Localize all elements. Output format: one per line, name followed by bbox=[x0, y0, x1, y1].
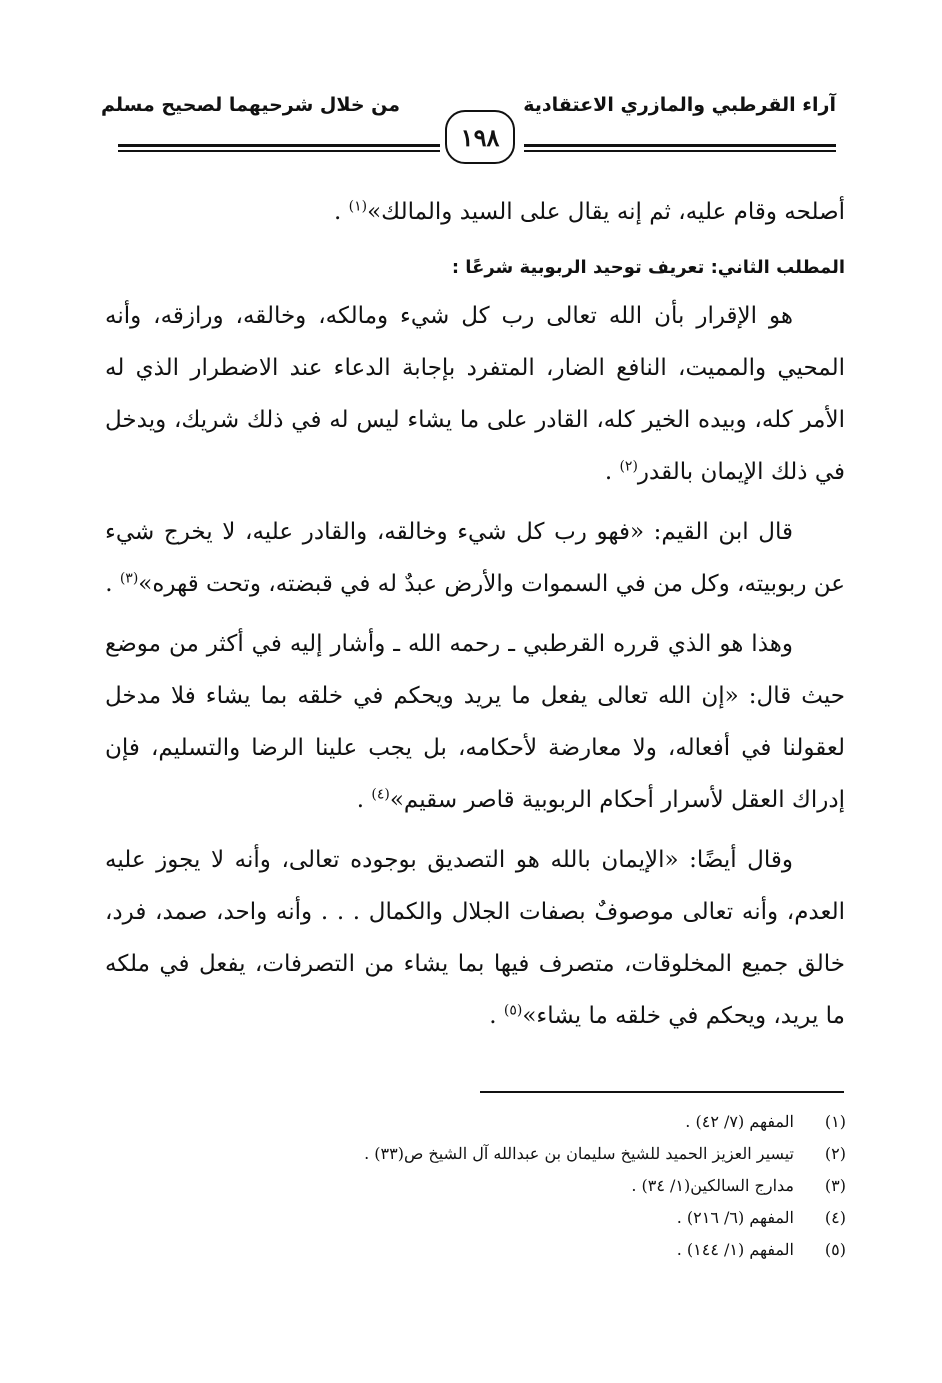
footnote-number: (٣) bbox=[824, 1176, 846, 1195]
footnote-ref: (٥) bbox=[503, 1002, 523, 1019]
paragraph-end: . bbox=[356, 787, 372, 813]
footnote-number: (٢) bbox=[824, 1144, 846, 1163]
section-heading: المطلب الثاني: تعريف توحيد الربوبية شرعًا : bbox=[451, 257, 845, 278]
header-rule-right bbox=[524, 144, 836, 147]
footnote-ref: (٢) bbox=[619, 458, 638, 475]
footnote-ref: (١) bbox=[348, 198, 368, 215]
paragraph-text: قال ابن القيم: «فهو رب كل شيء وخالقه، والقادر عليه، لا يخرج شيء عن ربوبيته، وكل من في السموات والأرض عبدٌ له في قبضته، وتحت قهره» bbox=[105, 519, 845, 597]
footnote-text: المفهم (٦/ ٢١٦) . bbox=[676, 1208, 794, 1227]
running-title-left: من خلال شرحيهما لصحيح مسلم bbox=[100, 94, 400, 116]
page-number: ١٩٨ bbox=[445, 110, 515, 164]
paragraph-text: وقال أيضًا: «الإيمان بالله هو التصديق بوجوده تعالى، وأنه لا يجوز عليه العدم، وأنه تعالى موصوفٌ بصفات الجلال والكمال . . . وأنه واحد، صمد، فرد، خالق جميع المخلوقات، متصرف فيها بما يشاء من التصرفات، يفعل في ملكه ما يريد، ويحكم في خلقه ما يشاء» bbox=[105, 847, 845, 1029]
footnotes bbox=[146, 1106, 846, 1266]
page-body bbox=[105, 186, 845, 1050]
footnote-ref: (٣) bbox=[119, 570, 139, 587]
paragraph-text: أصلحه وقام عليه، ثم إنه يقال على السيد والمالك» bbox=[367, 199, 845, 225]
footnote-ref: (٤) bbox=[371, 786, 390, 803]
footnote-item bbox=[146, 1170, 846, 1202]
footnote-number: (٥) bbox=[824, 1240, 846, 1259]
footnote-text: المفهم (١/ ١٤٤) . bbox=[676, 1240, 794, 1259]
paragraph-ibn-qayyim bbox=[105, 506, 845, 610]
footnote-item bbox=[146, 1234, 846, 1266]
running-title-right: آراء القرطبي والمازري الاعتقادية bbox=[523, 94, 836, 116]
paragraph-end: . bbox=[489, 1003, 504, 1029]
paragraph-qurtubi bbox=[105, 618, 845, 826]
footnote-item bbox=[146, 1202, 846, 1234]
paragraph-definition bbox=[105, 290, 845, 498]
paragraph-text: هو الإقرار بأن الله تعالى رب كل شيء ومالكه، وخالقه، ورازقه، وأنه المحيي والمميت، النافع الضار، المتفرد بإجابة الدعاء عند الاضطرار الذي له الأمر كله، وبيده الخير كله، القادر على ما يشاء ليس له في ذلك شريك، ويدخل في ذلك الإيمان بالقدر bbox=[105, 303, 845, 485]
paragraph-text: وهذا هو الذي قرره القرطبي ـ رحمه الله ـ وأشار إليه في أكثر من موضع حيث قال: «إن الله تعالى يفعل ما يريد ويحكم في خلقه بما يشاء فلا مدخل لعقولنا في أفعاله، ولا معارضة لأحكامه، بل يجب علينا الرضا والتسليم، فإن إدراك العقل لأسرار أحكام الربوبية قاصر سقيم» bbox=[105, 631, 845, 813]
footnote-item bbox=[146, 1138, 846, 1170]
page-header bbox=[100, 92, 836, 182]
footnote-item bbox=[146, 1106, 846, 1138]
footnote-number: (١) bbox=[824, 1112, 846, 1131]
footnote-number: (٤) bbox=[824, 1208, 846, 1227]
footnote-text: مدارج السالكين(١/ ٣٤) . bbox=[631, 1176, 794, 1195]
paragraph-also-said bbox=[105, 834, 845, 1042]
footnote-text: تيسير العزيز الحميد للشيخ سليمان بن عبدالله آل الشيخ ص(٣٣) . bbox=[364, 1144, 794, 1163]
paragraph-end: . bbox=[604, 459, 620, 485]
footnote-separator bbox=[480, 1091, 844, 1093]
paragraph-end: . bbox=[334, 199, 349, 225]
paragraph-end: . bbox=[105, 571, 120, 597]
paragraph-continuation bbox=[105, 186, 845, 238]
header-rule-left bbox=[118, 144, 440, 147]
footnote-text: المفهم (٧/ ٤٢) . bbox=[685, 1112, 794, 1131]
